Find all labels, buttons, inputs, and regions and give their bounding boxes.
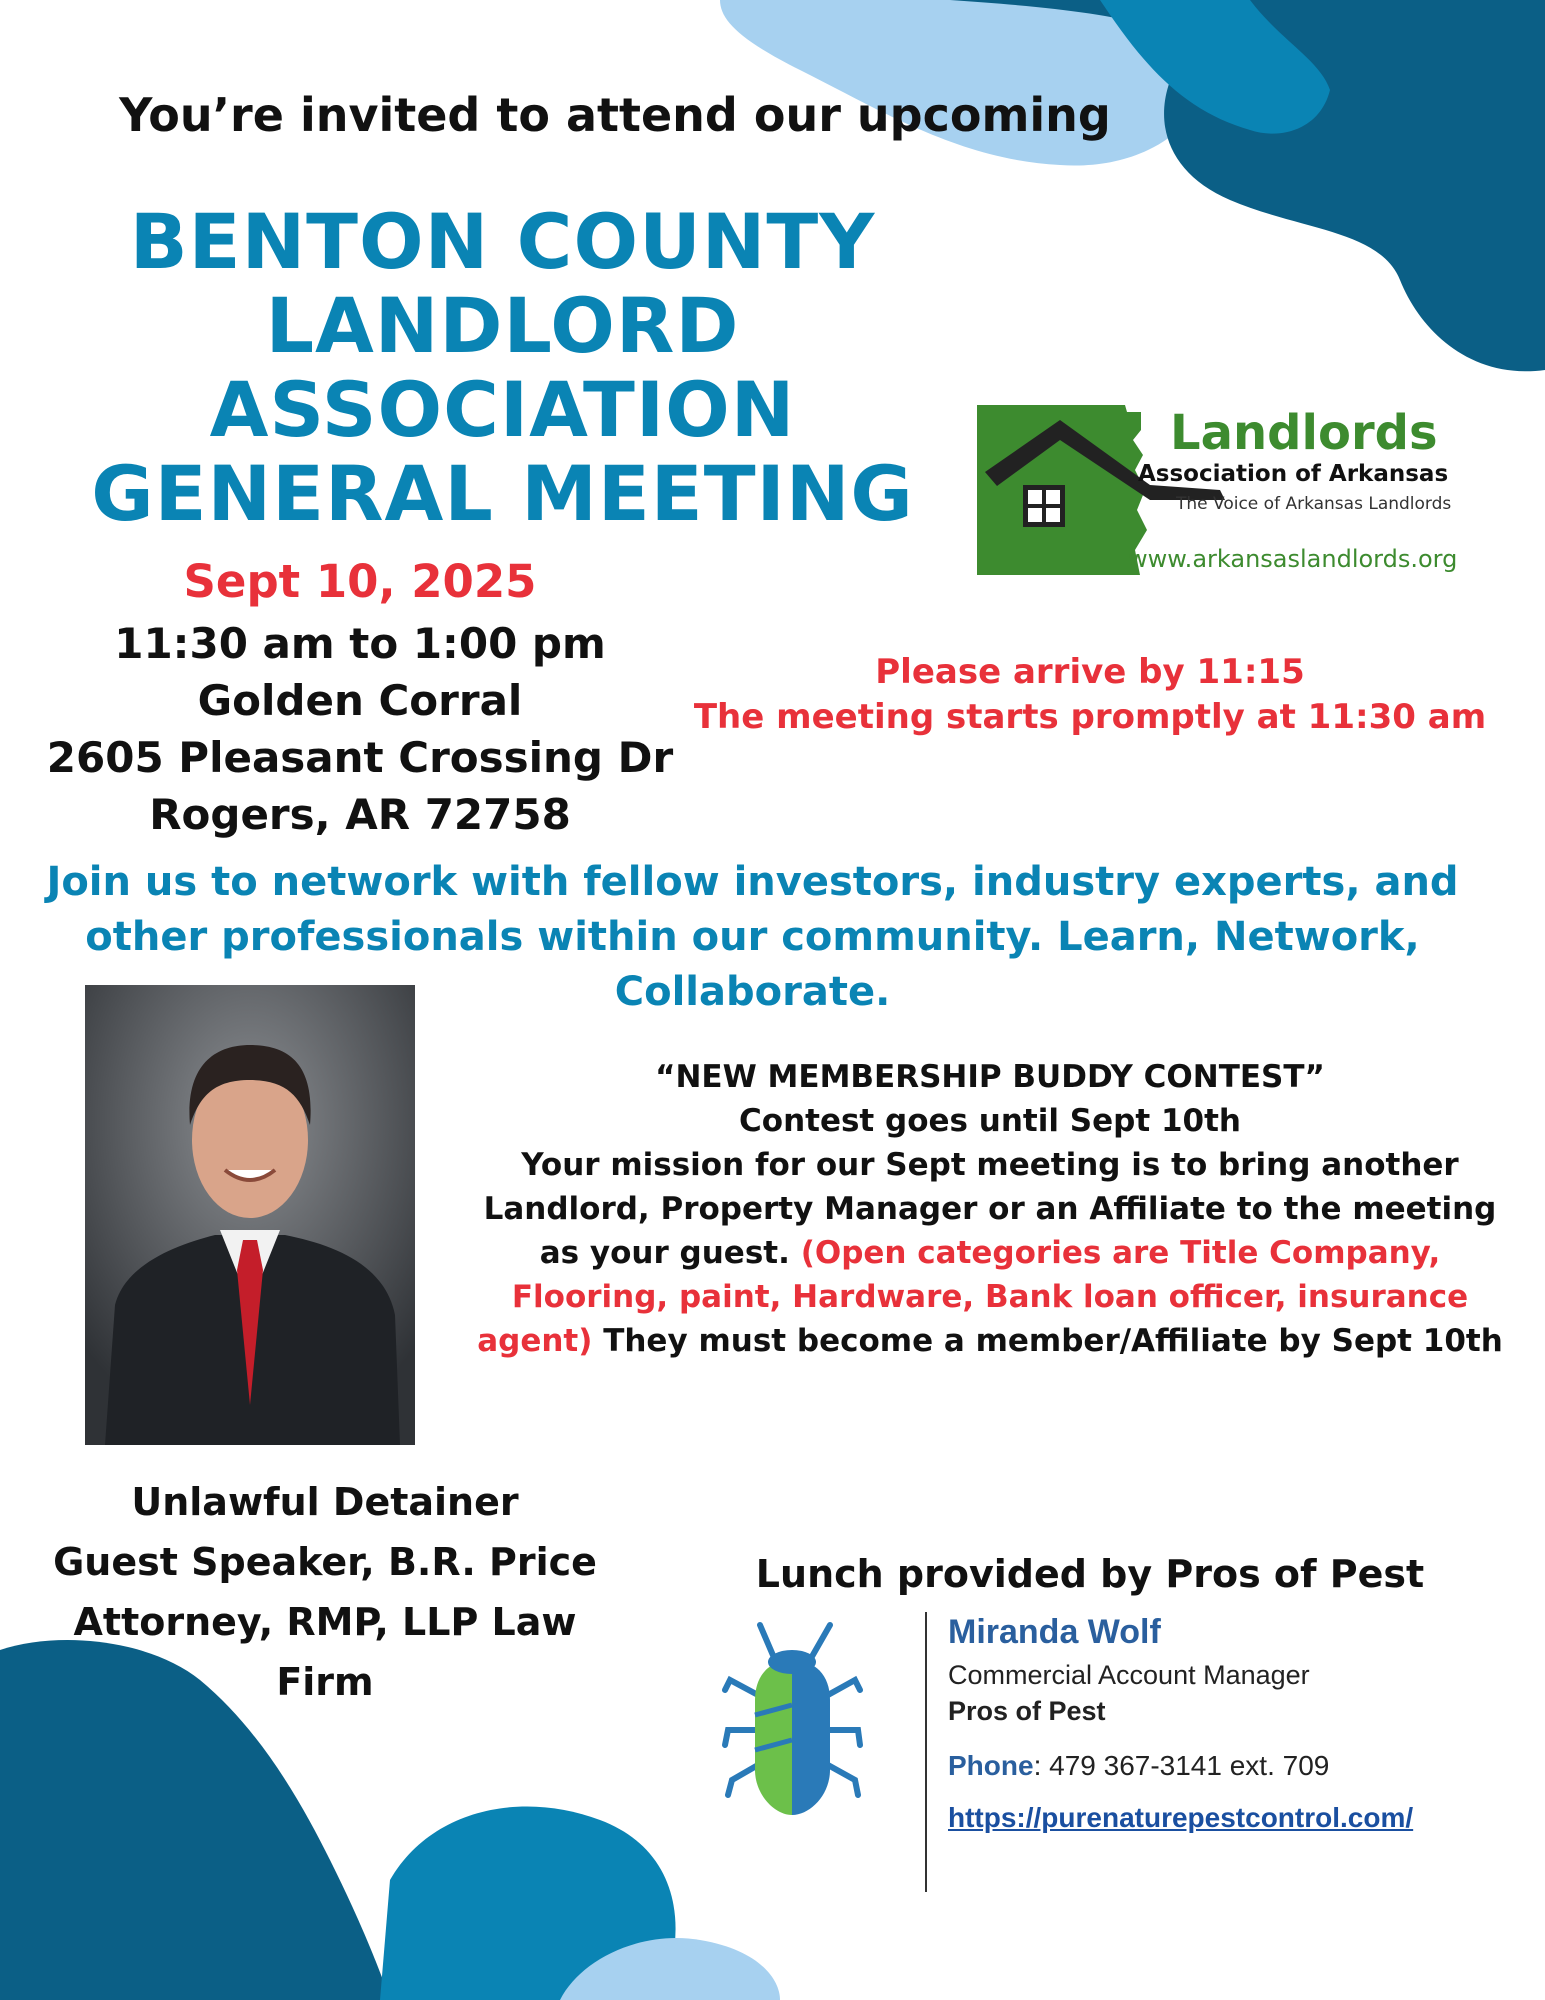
arrival-line1: Please arrive by 11:15 (875, 652, 1305, 692)
event-address-line2: Rogers, AR 72758 (149, 790, 571, 839)
speaker-line: Guest Speaker, B.R. Price (53, 1540, 597, 1584)
contest-title: “NEW MEMBERSHIP BUDDY CONTEST” (655, 1059, 1325, 1095)
title-line: LANDLORD (265, 281, 740, 370)
logo-url: www.arkansaslandlords.org (1128, 545, 1458, 573)
lunch-provider: Lunch provided by Pros of Pest (755, 1552, 1425, 1596)
arrival-note (690, 650, 1490, 740)
speaker-line: Firm (276, 1660, 374, 1704)
speaker-info (30, 1472, 620, 1712)
event-details (40, 615, 680, 843)
sponsor-title: Commercial Account Manager (948, 1660, 1310, 1690)
speaker-line: Attorney, RMP, LLP Law (73, 1600, 577, 1644)
contest-body (460, 1143, 1520, 1363)
meeting-title (40, 197, 965, 538)
title-line: ASSOCIATION (209, 365, 796, 454)
contest-deadline: Contest goes until Sept 10th (739, 1103, 1241, 1139)
speaker-topic: Unlawful Detainer (131, 1480, 519, 1524)
sponsor-company: Pros of Pest (948, 1696, 1106, 1726)
contest-body-end: They must become a member/Affiliate by Sept 10th (603, 1323, 1503, 1359)
phone-number: : 479 367-3141 ext. 709 (1033, 1750, 1330, 1781)
arrival-line2: The meeting starts promptly at 11:30 am (693, 697, 1487, 737)
sponsor-website-link[interactable]: https://purenaturepestcontrol.com/ (948, 1802, 1414, 1833)
sponsor-name: Miranda Wolf (948, 1613, 1161, 1651)
sponsor-phone (948, 1750, 1329, 1782)
contest-body-start: Your mission for our Sept meeting is to bring another Landlord, Property Manager or an Affiliate to the meeting as your guest. (483, 1147, 1497, 1271)
logo-name: Landlords (1170, 405, 1438, 461)
title-line: BENTON COUNTY (129, 197, 876, 286)
event-address-line1: 2605 Pleasant Crossing Dr (46, 733, 674, 782)
contest-section (460, 1055, 1520, 1363)
title-line: GENERAL MEETING (91, 449, 914, 538)
sponsor-divider (925, 1612, 927, 1892)
phone-label: Phone (948, 1750, 1034, 1781)
logo-subtitle: Association of Arkansas (1138, 461, 1449, 487)
event-time: 11:30 am to 1:00 pm (114, 619, 606, 668)
speaker-photo (85, 985, 415, 1445)
logo-tagline: The Voice of Arkansas Landlords (1176, 494, 1452, 514)
invite-line: You’re invited to attend our upcoming (119, 88, 1111, 142)
event-date: Sept 10, 2025 (183, 555, 537, 608)
event-venue: Golden Corral (197, 676, 523, 725)
join-text: Join us to network with fellow investors, industry experts, and other professionals within our community. Learn, Network, Collaborate. (46, 859, 1459, 1015)
bug-logo-icon (720, 1620, 865, 1820)
contest-open-categories: (Open categories are Title Company, Flooring, paint, Hardware, Bank loan officer, insurance agent) (477, 1235, 1469, 1359)
